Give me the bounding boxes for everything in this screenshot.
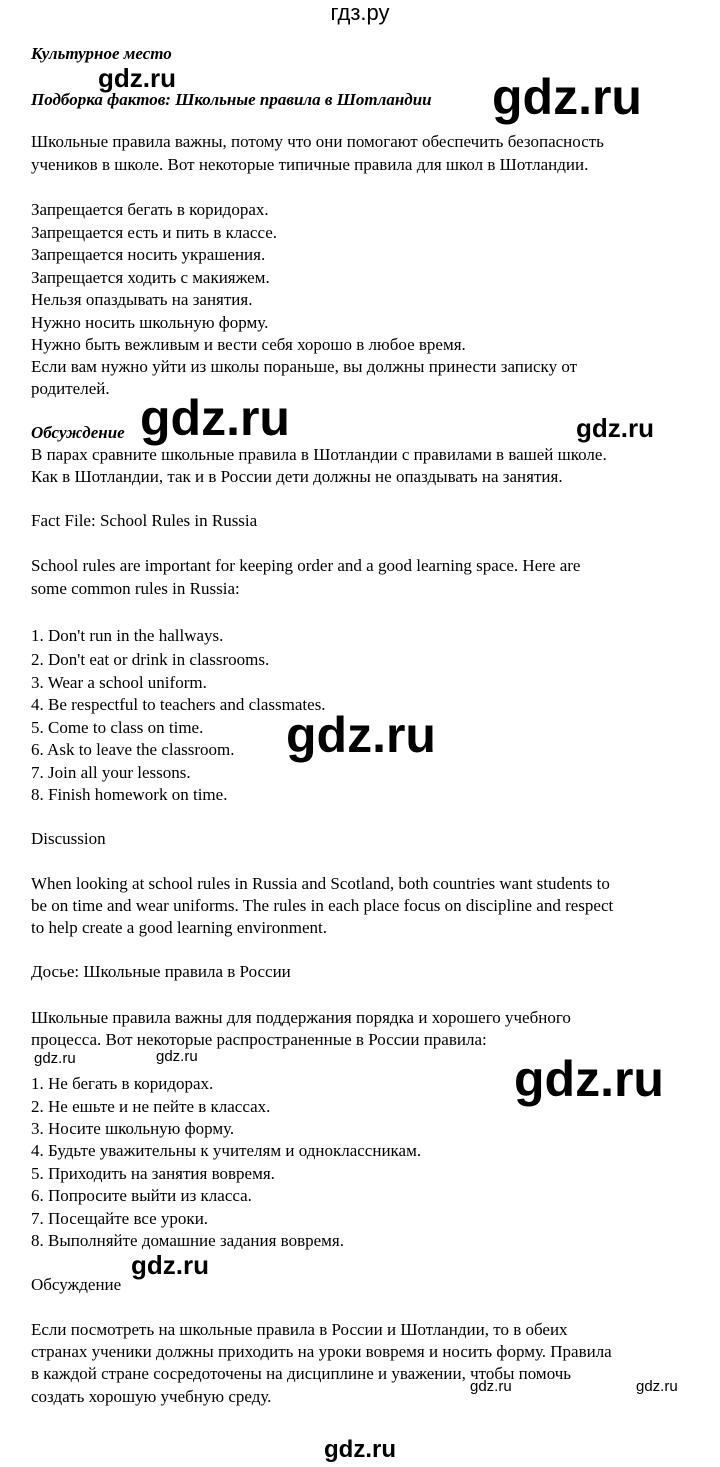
site-header: гдз.ру bbox=[330, 0, 390, 25]
list-item: 7. Join all your lessons. bbox=[31, 763, 191, 782]
list-item: 1. Не бегать в коридорах. bbox=[31, 1074, 214, 1093]
list-item: родителей. bbox=[31, 379, 110, 398]
list-item: 8. Выполняйте домашние задания вовремя. bbox=[31, 1231, 344, 1250]
paragraph-line: странах ученики должны приходить на уроки вовремя и носить форму. Правила bbox=[31, 1342, 612, 1361]
discussion-heading: Обсуждение bbox=[31, 423, 125, 442]
section-title: Досье: Школьные правила в России bbox=[31, 962, 291, 981]
paragraph-line: some common rules in Russia: bbox=[31, 579, 240, 598]
list-item: 4. Be respectful to teachers and classmates. bbox=[31, 695, 326, 714]
section-title: Подборка фактов: Школьные правила в Шотландии bbox=[31, 90, 432, 109]
list-item: Запрещается есть и пить в классе. bbox=[31, 223, 277, 242]
list-item: Нужно быть вежливым и вести себя хорошо в любое время. bbox=[31, 335, 466, 354]
list-item: Если вам нужно уйти из школы пораньше, вы должны принести записку от bbox=[31, 357, 578, 376]
list-item: 1. Don't run in the hallways. bbox=[31, 626, 224, 645]
paragraph-line: в каждой стране сосредоточены на дисциплине и уважении, чтобы помочь bbox=[31, 1364, 572, 1383]
section-label: Культурное место bbox=[31, 44, 172, 63]
watermark: gdz.ru bbox=[156, 1048, 198, 1065]
paragraph-line: be on time and wear uniforms. The rules in each place focus on discipline and respect bbox=[31, 896, 614, 915]
watermark: gdz.ru bbox=[576, 413, 654, 443]
paragraph-line: Если посмотреть на школьные правила в России и Шотландии, то в обеих bbox=[31, 1320, 568, 1339]
footer-watermark: gdz.ru bbox=[324, 1436, 396, 1463]
watermark: gdz.ru bbox=[286, 707, 436, 763]
paragraph-line: создать хорошую учебную среду. bbox=[31, 1387, 272, 1406]
paragraph-line: Школьные правила важны для поддержания порядка и хорошего учебного bbox=[31, 1008, 571, 1027]
section-title: Fact File: School Rules in Russia bbox=[31, 511, 258, 530]
list-item: 3. Носите школьную форму. bbox=[31, 1119, 235, 1138]
paragraph-line: В парах сравните школьные правила в Шотландии с правилами в вашей школе. bbox=[31, 445, 607, 464]
paragraph-line: Школьные правила важны, потому что они помогают обеспечить безопасность bbox=[31, 132, 604, 151]
paragraph-line: Как в Шотландии, так и в России дети должны не опаздывать на занятия. bbox=[31, 467, 563, 486]
watermark: gdz.ru bbox=[98, 63, 176, 93]
list-item: 8. Finish homework on time. bbox=[31, 785, 228, 804]
watermark: gdz.ru bbox=[492, 69, 642, 125]
watermark: gdz.ru bbox=[34, 1050, 76, 1067]
paragraph-line: School rules are important for keeping order and a good learning space. Here are bbox=[31, 556, 581, 575]
paragraph-line: процесса. Вот некоторые распространенные в России правила: bbox=[31, 1030, 487, 1049]
list-item: 5. Come to class on time. bbox=[31, 718, 204, 737]
list-item: Запрещается бегать в коридорах. bbox=[31, 200, 269, 219]
discussion-heading: Обсуждение bbox=[31, 1275, 122, 1294]
list-item: Нужно носить школьную форму. bbox=[31, 313, 269, 332]
list-item: 6. Попросите выйти из класса. bbox=[31, 1186, 252, 1205]
list-item: 7. Посещайте все уроки. bbox=[31, 1209, 209, 1228]
watermark: gdz.ru bbox=[636, 1378, 678, 1395]
watermark: gdz.ru bbox=[140, 390, 290, 446]
paragraph-line: to help create a good learning environment. bbox=[31, 918, 327, 937]
paragraph-line: When looking at school rules in Russia and Scotland, both countries want students to bbox=[31, 874, 610, 893]
paragraph-line: учеников в школе. Вот некоторые типичные правила для школ в Шотландии. bbox=[31, 155, 589, 174]
list-item: Запрещается ходить с макияжем. bbox=[31, 268, 270, 287]
watermark: gdz.ru bbox=[514, 1051, 664, 1107]
list-item: 6. Ask to leave the classroom. bbox=[31, 740, 235, 759]
list-item: 2. Не ешьте и не пейте в классах. bbox=[31, 1097, 271, 1116]
list-item: 2. Don't eat or drink in classrooms. bbox=[31, 650, 270, 669]
watermark: gdz.ru bbox=[131, 1250, 209, 1280]
list-item: 4. Будьте уважительны к учителям и одноклассникам. bbox=[31, 1141, 422, 1160]
list-item: 5. Приходить на занятия вовремя. bbox=[31, 1164, 275, 1183]
list-item: Запрещается носить украшения. bbox=[31, 245, 266, 264]
list-item: 3. Wear a school uniform. bbox=[31, 673, 207, 692]
watermark: gdz.ru bbox=[470, 1378, 512, 1395]
list-item: Нельзя опаздывать на занятия. bbox=[31, 290, 253, 309]
discussion-heading: Discussion bbox=[31, 829, 106, 848]
